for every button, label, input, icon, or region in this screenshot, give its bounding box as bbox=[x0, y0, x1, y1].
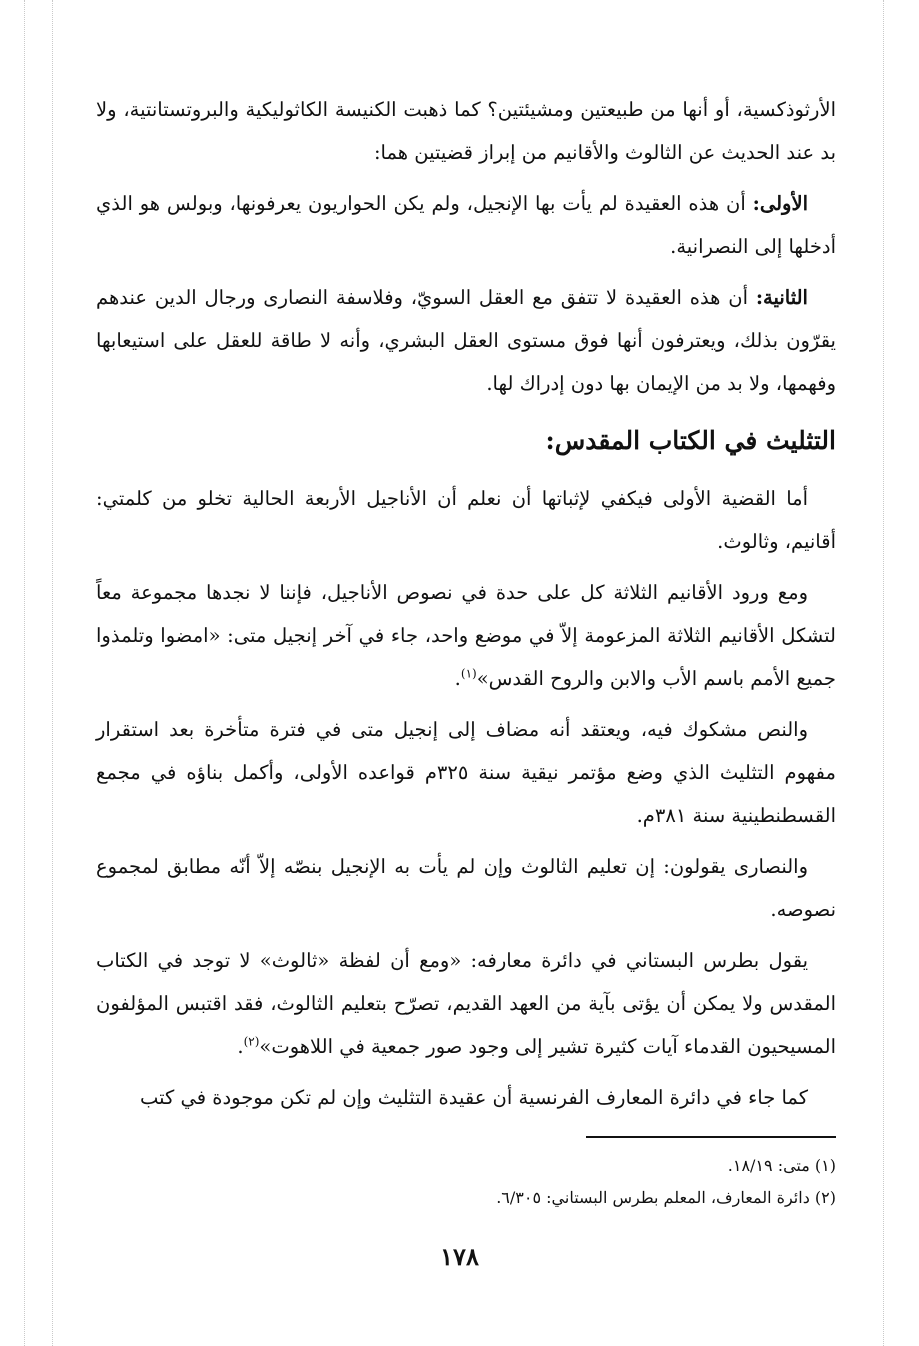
paragraph: والنصارى يقولون: إن تعليم الثالوث وإن لم يأت به الإنجيل بنصّه إلاّ أنّه مطابق لمجموع نصوصه. bbox=[96, 855, 836, 921]
footnotes bbox=[96, 1150, 836, 1214]
paragraph: كما جاء في دائرة المعارف الفرنسية أن عقيدة التثليث وإن لم تكن موجودة في كتب bbox=[139, 1086, 808, 1109]
paragraph-end: . bbox=[237, 1035, 244, 1058]
paragraph: الأرثوذكسية، أو أنها من طبيعتين ومشيئتين؟ كما ذهبت الكنيسة الكاثوليكية والبروتستانتية، ولا بد عند الحديث عن الثالوث والأقانيم من إبراز قضيتين هما: bbox=[96, 98, 836, 164]
paragraph-text: ومع ورود الأقانيم الثلاثة كل على حدة في نصوص الأناجيل، فإننا لا نجدها مجموعة معاً لتشكل الأقانيم الثلاثة المزعومة إلاّ في موضع واحد، جاء في آخر إنجيل متى: «امضوا وتلمذوا جميع الأمم باسم الأب والابن والروح القدس» bbox=[96, 581, 836, 690]
footnote: (٢) دائرة المعارف، المعلم بطرس البستاني: ٦/٣٠٥. bbox=[496, 1188, 836, 1207]
page-number: ١٧٨ bbox=[440, 1242, 479, 1271]
paragraph-end: . bbox=[454, 667, 461, 690]
paragraph bbox=[96, 939, 836, 1068]
footnote-divider bbox=[586, 1136, 836, 1138]
scan-margin-line bbox=[883, 0, 884, 1346]
footnote-ref: (٢) bbox=[243, 1034, 260, 1049]
paragraph bbox=[96, 276, 836, 405]
main-text bbox=[96, 88, 836, 1127]
paragraph-text: يقول بطرس البستاني في دائرة معارفه: «ومع أن لفظة «ثالوث» لا توجد في الكتاب المقدس ولا يمكن أن يؤتى بآية من العهد القديم، تصرّح بتعليم الثالوث، فقد اقتبس المؤلفون المسيحيون القدماء آيات كثيرة تشير إلى وجود صور جمعية في اللاهوت» bbox=[96, 949, 836, 1058]
paragraph: والنص مشكوك فيه، ويعتقد أنه مضاف إلى إنجيل متى في فترة متأخرة بعد استقرار مفهوم التثليث الذي وضع مؤتمر نيقية سنة ٣٢٥م قواعده الأولى، وأكمل بناؤه في مجمع القسطنطينية سنة ٣٨١م. bbox=[96, 718, 836, 827]
footnote-ref: (١) bbox=[460, 666, 477, 681]
scan-margin-line bbox=[52, 0, 53, 1346]
paragraph bbox=[96, 571, 836, 700]
footnote: (١) متى: ١٨/١٩. bbox=[727, 1156, 836, 1175]
paragraph-text: أن هذه العقيدة لا تتفق مع العقل السويّ، وفلاسفة النصارى ورجال الدين عندهم يقرّون بذلك، ويعترفون أنها فوق مستوى العقل البشري، وأنه لا طاقة للعقل على استيعابها وفهمها، ولا بد من الإيمان بها دون إدراك لها. bbox=[96, 286, 836, 395]
section-heading: التثليث في الكتاب المقدس: bbox=[545, 426, 836, 455]
term-first: الأولى: bbox=[752, 192, 809, 215]
term-second: الثانية: bbox=[755, 286, 808, 309]
scan-margin-line bbox=[24, 0, 25, 1346]
paragraph-text: أن هذه العقيدة لم يأت بها الإنجيل، ولم يكن الحواريون يعرفونها، وبولس هو الذي أدخلها إلى النصرانية. bbox=[96, 192, 836, 258]
paragraph: أما القضية الأولى فيكفي لإثباتها أن نعلم أن الأناجيل الأربعة الحالية تخلو من كلمتي: أقانيم، وثالوث. bbox=[96, 487, 836, 553]
paragraph bbox=[96, 182, 836, 268]
